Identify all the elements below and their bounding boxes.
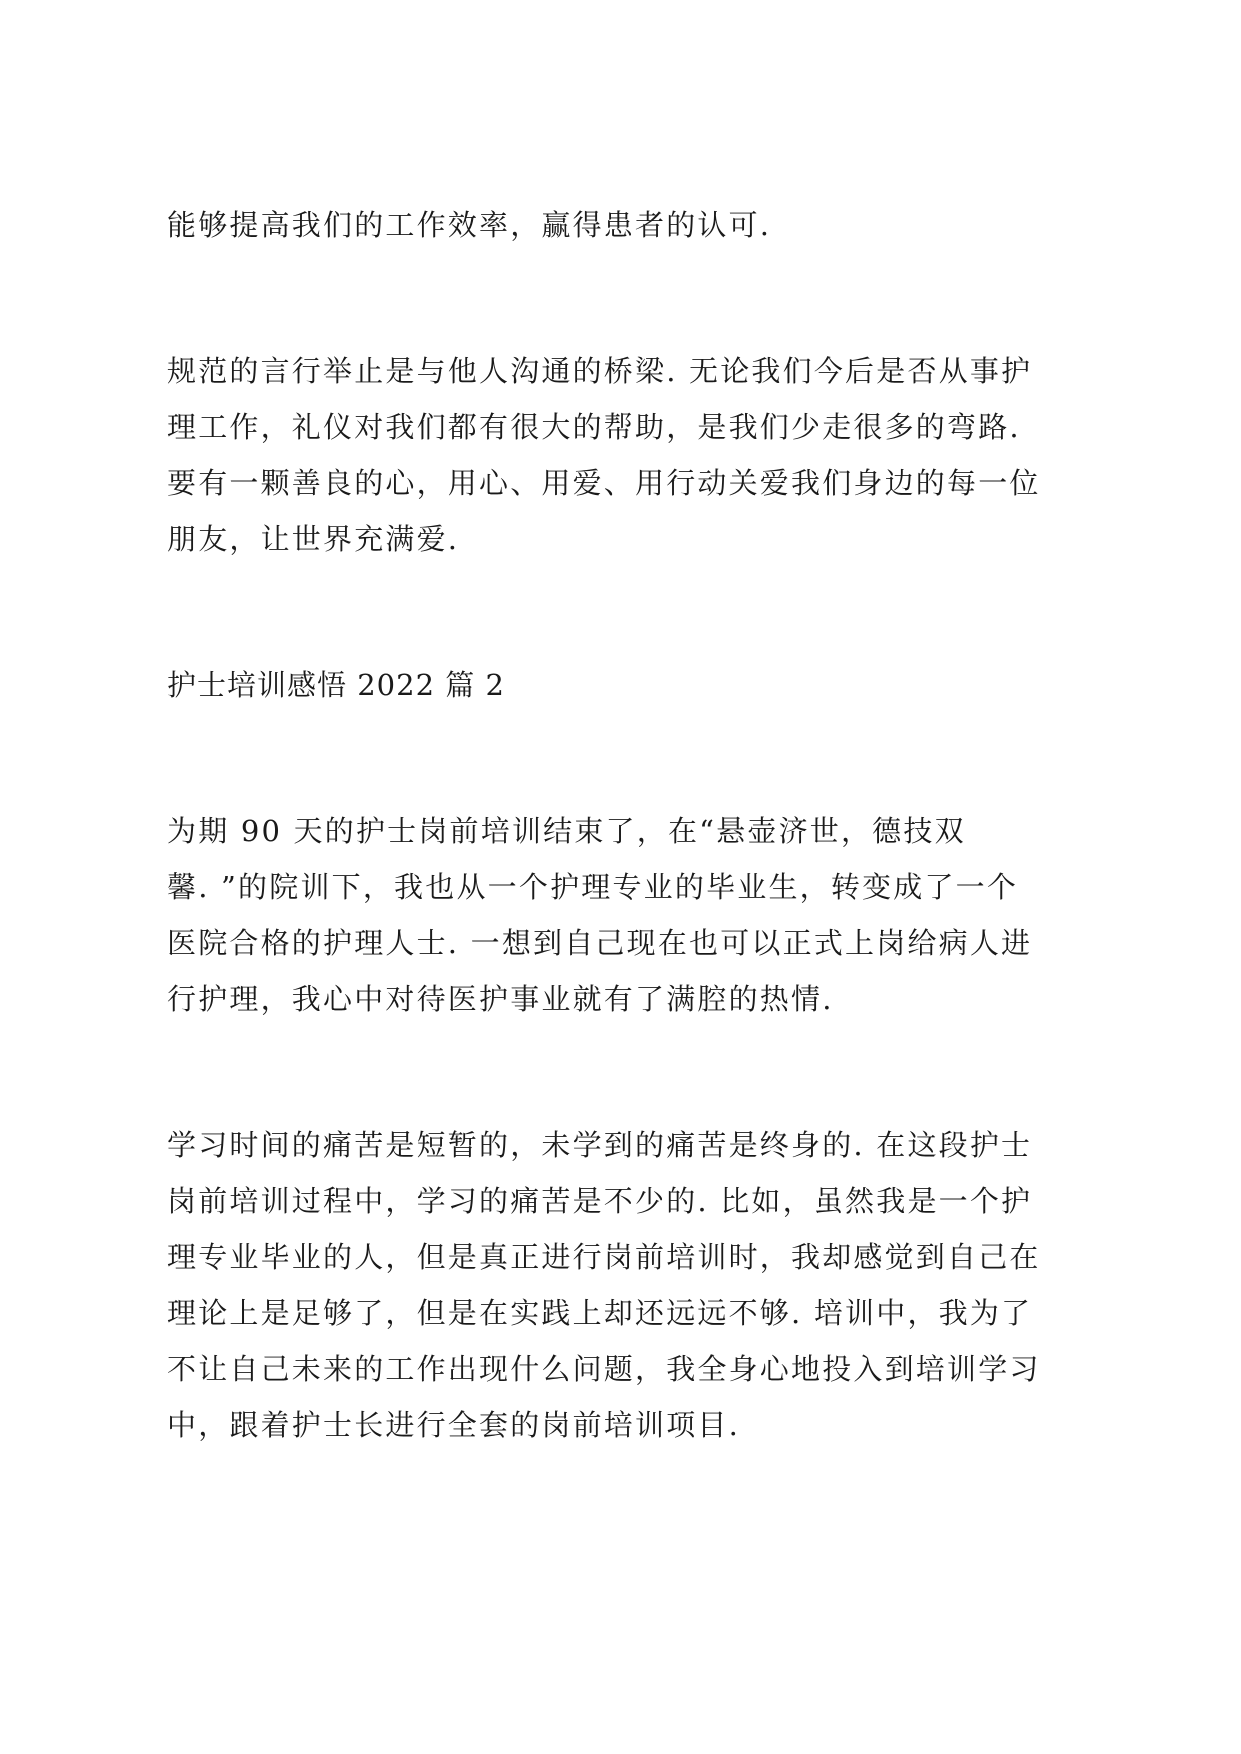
- text-line: 理专业毕业的人，但是真正进行岗前培训时，我却感觉到自己在: [167, 1240, 1041, 1274]
- paragraph-4: [167, 1117, 1087, 1453]
- paragraph-2: [167, 343, 1087, 567]
- text-line: 中，跟着护士长进行全套的岗前培训项目.: [167, 1408, 741, 1442]
- paragraph-gap: [167, 1027, 1087, 1117]
- paragraph-gap: [167, 713, 1087, 803]
- section-heading: [167, 657, 1087, 713]
- text-line: 不让自己未来的工作出现什么问题，我全身心地投入到培训学习: [167, 1352, 1041, 1386]
- text-line: 学习时间的痛苦是短暂的，未学到的痛苦是终身的. 在这段护士: [167, 1128, 1033, 1162]
- text-line: 行护理，我心中对待医护事业就有了满腔的热情.: [167, 982, 834, 1016]
- text-line: 规范的言行举止是与他人沟通的桥梁. 无论我们今后是否从事护: [167, 354, 1033, 388]
- text-line: 为期 90 天的护士岗前培训结束了，在“悬壶济世，德技双: [167, 814, 966, 848]
- heading-text: 护士培训感悟 2022 篇 2: [167, 668, 505, 702]
- document-body: [167, 197, 1087, 1453]
- paragraph-gap: [167, 253, 1087, 343]
- paragraph-1: [167, 197, 1087, 253]
- text-line: 朋友，让世界充满爱.: [167, 522, 460, 556]
- text-line: 能够提高我们的工作效率，赢得患者的认可.: [167, 208, 772, 242]
- text-line: 要有一颗善良的心，用心、用爱、用行动关爱我们身边的每一位: [167, 466, 1041, 500]
- text-line: 理工作，礼仪对我们都有很大的帮助，是我们少走很多的弯路.: [167, 410, 1021, 444]
- text-line: 医院合格的护理人士. 一想到自己现在也可以正式上岗给病人进: [167, 926, 1033, 960]
- text-line: 馨. ”的院训下，我也从一个护理专业的毕业生，转变成了一个: [167, 870, 1019, 904]
- paragraph-gap: [167, 567, 1087, 657]
- text-line: 岗前培训过程中，学习的痛苦是不少的. 比如，虽然我是一个护: [167, 1184, 1033, 1218]
- text-line: 理论上是足够了，但是在实践上却还远远不够. 培训中，我为了: [167, 1296, 1033, 1330]
- paragraph-3: [167, 803, 1087, 1027]
